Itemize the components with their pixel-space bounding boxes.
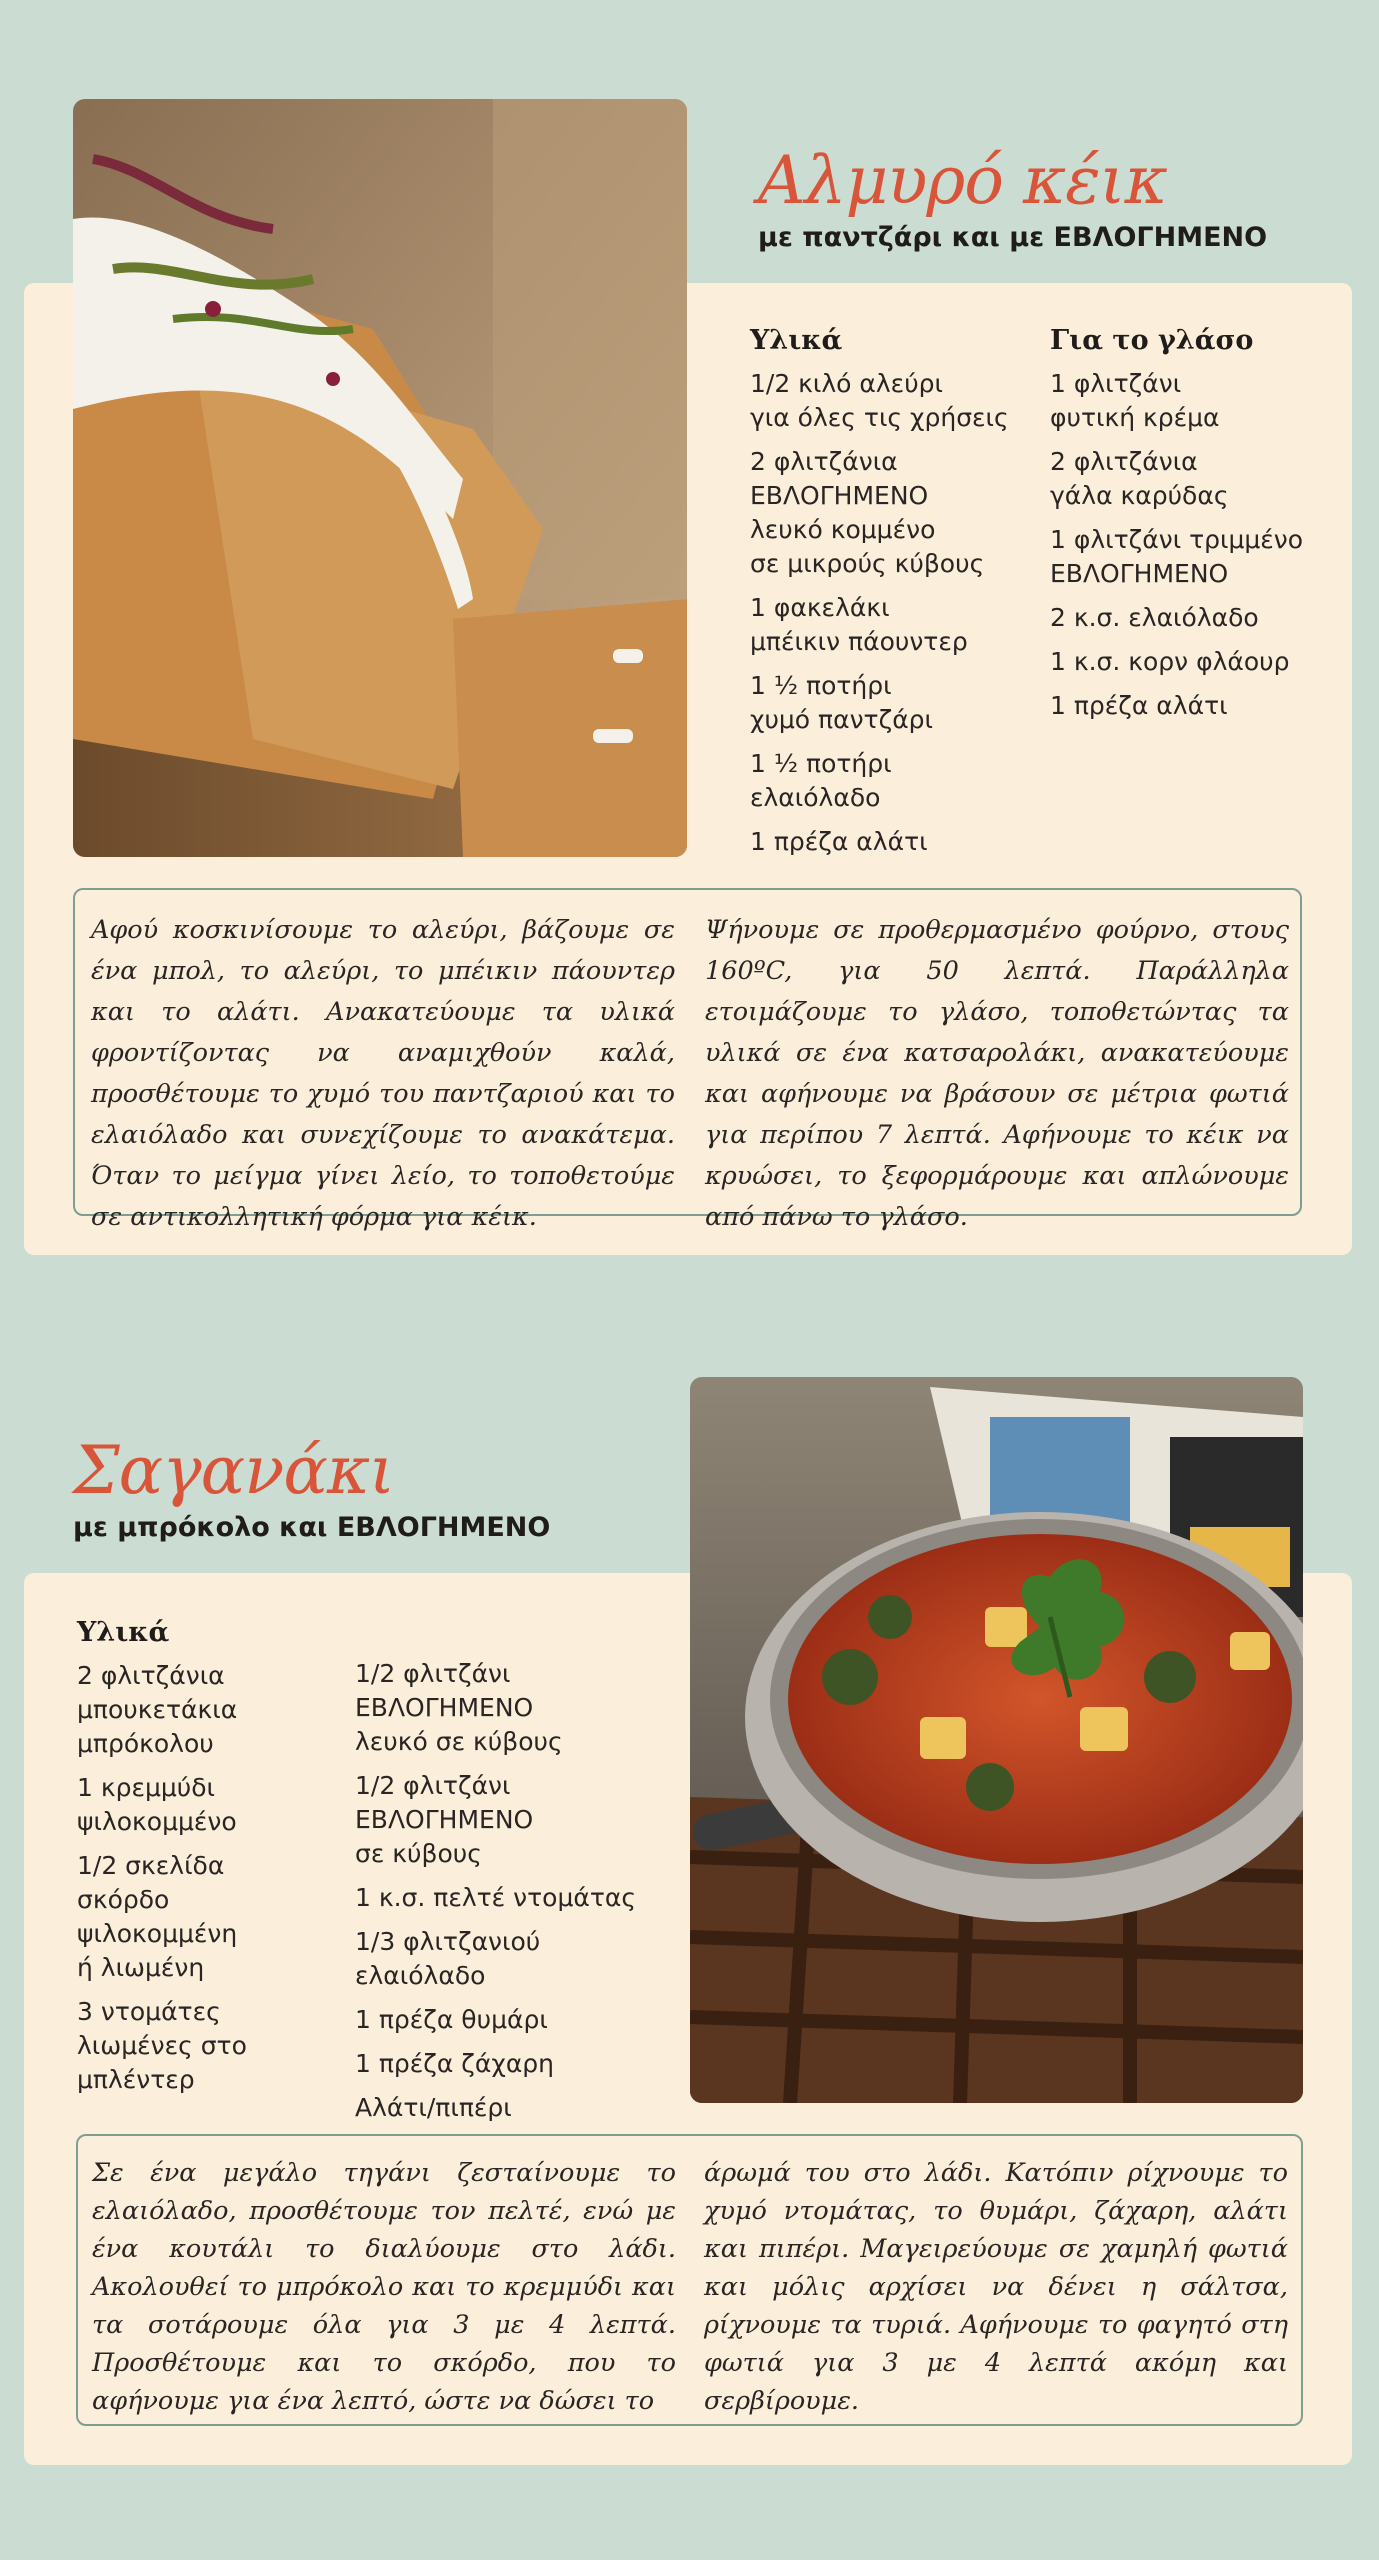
list-item: 2 φλιτζάνια γάλα καρύδας	[1050, 447, 1229, 510]
recipe1-method-box	[73, 888, 1302, 1232]
recipe2-method-box	[76, 2134, 1303, 2426]
recipe2-ingredients-col1	[77, 1615, 327, 2107]
list-item: 1 πρέζα ζάχαρη	[355, 2049, 555, 2078]
method-text-right: Ψήνουμε σε προθερμασμένο φούρνο, στους 160ºC, για 50 λεπτά. Παράλληλα ετοιμάζουμε το γλάσο, τοποθετώντας τα υλικά σε ένα κατσαρολάκι, ανακατεύουμε και αφήνουμε να βράσουν σε μέτρια φωτιά για περίπου 7 λεπτά. Αφήνουμε το κέικ να κρυώσει, το ξεφορμάρουμε και απλώνουμε από πάνω το γλάσο.	[705, 915, 1289, 1232]
list-item: 1 φλιτζάνι τριμμένο ΕΒΛΟΓΗΜΕΝΟ	[1050, 525, 1304, 588]
list-item: 1 φλιτζάνι φυτική κρέμα	[1050, 369, 1220, 432]
list-item: 1/2 φλιτζάνι ΕΒΛΟΓΗΜΕΝΟ σε κύβους	[355, 1771, 534, 1868]
list-item: 1 φακελάκι μπέικιν πάουντερ	[750, 593, 968, 656]
beetroot-cake-photo	[73, 99, 687, 857]
recipe1-ingredients	[750, 323, 1040, 869]
method-text-right: άρωμά του στο λάδι. Κατόπιν ρίχνουμε το χυμό ντομάτας, το θυμάρι, ζάχαρη, αλάτι και πιπέρι. Μαγειρεύουμε σε χαμηλή φωτιά και μόλις αρχίσει να δένει η σάλτσα, ρίχνουμε τα τυριά. Αφήνουμε το φαγητό στη φωτιά για 3 με 4 λεπτά ακόμη και σερβίρουμε.	[704, 2158, 1288, 2416]
list-item: 1 ½ ποτήρι ελαιόλαδο	[750, 749, 892, 812]
list-item: 1 κ.σ. πελτέ ντομάτας	[355, 1883, 637, 1912]
list-item: 1/2 κιλό αλεύρι για όλες τις χρήσεις	[750, 369, 1009, 432]
recipe1-subtitle: με παντζάρι και με ΕΒΛΟΓΗΜΕΝΟ	[758, 222, 1268, 253]
list-item: Αλάτι/πιπέρι	[355, 2093, 512, 2122]
list-item: 1 κ.σ. κορν φλάουρ	[1050, 647, 1290, 676]
recipe2-subtitle: με μπρόκολο και ΕΒΛΟΓΗΜΕΝΟ	[73, 1512, 551, 1543]
ingredients-heading: Υλικά	[77, 1617, 170, 1648]
glaze-heading: Για το γλάσο	[1050, 325, 1254, 356]
list-item: 2 κ.σ. ελαιόλαδο	[1050, 603, 1259, 632]
recipe1-glaze	[1050, 323, 1340, 733]
list-item: 1 πρέζα αλάτι	[750, 827, 928, 856]
method-text-left: Αφού κοσκινίσουμε το αλεύρι, βάζουμε σε ένα μπολ, το αλεύρι, το μπέικιν πάουντερ και το αλάτι. Ανακατεύουμε τα υλικά φροντίζοντας να αναμιχθούν καλά, προσθέτουμε το χυμό του παντζαριού και το ελαιόλαδο και συνεχίζουμε το ανακάτεμα. Όταν το μείγμα γίνει λείο, το τοποθετούμε σε αντικολλητική φόρμα για κέικ.	[91, 915, 675, 1232]
method-text-left: Σε ένα μεγάλο τηγάνι ζεσταίνουμε το ελαιόλαδο, προσθέτουμε τον πελτέ, ενώ με ένα κουτάλι το διαλύουμε στο λάδι. Ακολουθεί το μπρόκολο και το κρεμμύδι και τα σοτάρουμε όλα για 3 με 4 λεπτά. Προσθέτουμε και το σκόρδο, που το αφήνουμε για ένα λεπτό, ώστε να δώσει το	[92, 2158, 676, 2416]
saganaki-pan-photo	[690, 1377, 1303, 2103]
list-item: 1 πρέζα αλάτι	[1050, 691, 1228, 720]
list-item: 1 κρεμμύδι ψιλοκομμένο	[77, 1773, 237, 1836]
list-item: 2 φλιτζάνια ΕΒΛΟΓΗΜΕΝΟ λευκό κομμένο σε μικρούς κύβους	[750, 447, 985, 578]
list-item: 1/3 φλιτζανιού ελαιόλαδο	[355, 1927, 541, 1990]
recipe2-ingredients-col2	[355, 1657, 675, 2135]
list-item: 1 πρέζα θυμάρι	[355, 2005, 548, 2034]
ingredients-heading: Υλικά	[750, 325, 843, 356]
list-item: 1/2 σκελίδα σκόρδο ψιλοκομμένη ή λιωμένη	[77, 1851, 238, 1982]
recipe2-title: Σαγανάκι	[73, 1432, 395, 1509]
list-item: 1/2 φλιτζάνι ΕΒΛΟΓΗΜΕΝΟ λευκό σε κύβους	[355, 1659, 563, 1756]
list-item: 2 φλιτζάνια μπουκετάκια μπρόκολου	[77, 1661, 238, 1758]
list-item: 3 ντομάτες λιωμένες στο μπλέντερ	[77, 1997, 247, 2094]
recipe1-title: Αλμυρό κέικ	[758, 142, 1167, 219]
list-item: 1 ½ ποτήρι χυμό παντζάρι	[750, 671, 934, 734]
